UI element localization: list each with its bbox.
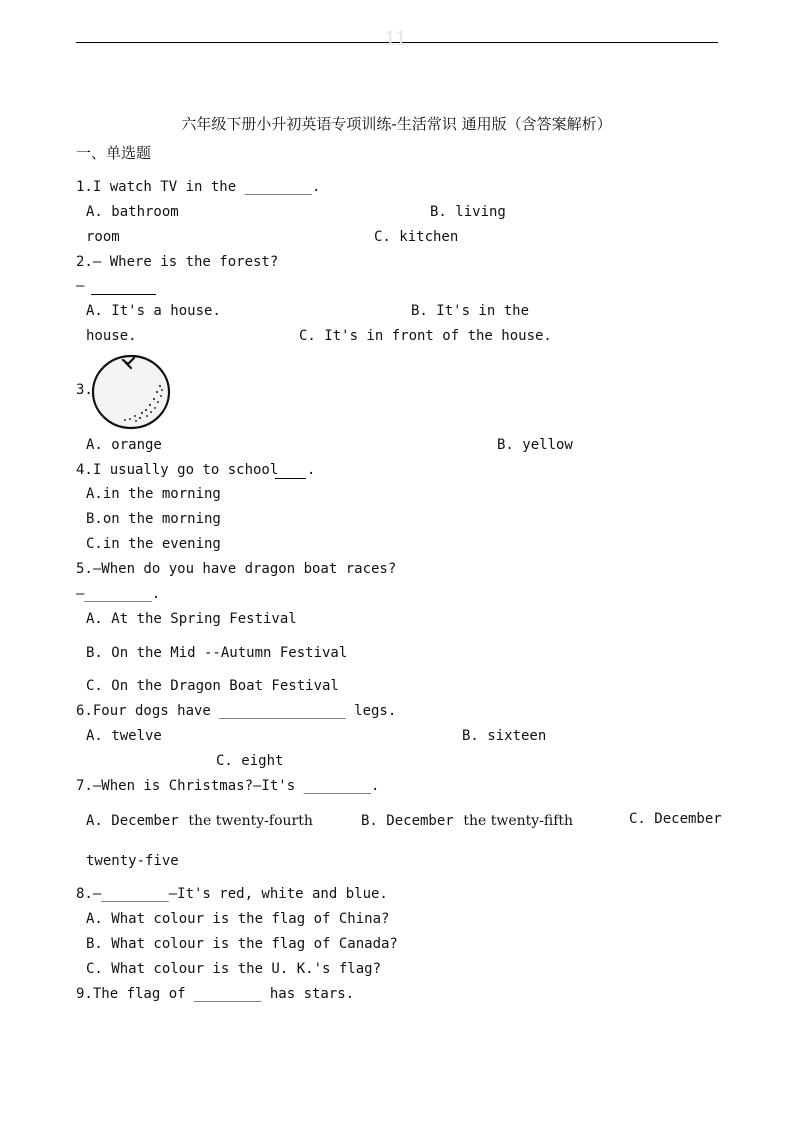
question-6-option-a[interactable]: A. twelve xyxy=(86,728,162,744)
question-8-option-a[interactable]: A. What colour is the flag of China? xyxy=(86,911,390,927)
question-3-option-a[interactable]: A. orange xyxy=(86,437,162,453)
question-2-option-a[interactable]: A. It's a house. xyxy=(86,303,221,319)
question-5-option-c[interactable]: C. On the Dragon Boat Festival xyxy=(86,678,339,694)
question-2-option-c[interactable]: C. It's in front of the house. xyxy=(299,328,552,344)
question-7-option-a-label: A. December xyxy=(86,813,179,829)
question-7-option-c-continued[interactable]: twenty-five xyxy=(86,853,179,869)
question-7-option-b[interactable] xyxy=(361,812,573,828)
question-4-answer-blank xyxy=(275,478,306,479)
question-1-option-a[interactable]: A. bathroom xyxy=(86,204,179,220)
page-title: 六年级下册小升初英语专项训练-生活常识 通用版（含答案解析） xyxy=(181,115,612,133)
question-6-option-b[interactable]: B. sixteen xyxy=(462,728,547,744)
question-2-answer-blank xyxy=(91,294,156,295)
question-9-stem: 9.The flag of ________ has stars. xyxy=(76,986,355,1002)
question-5-stem: 5.—When do you have dragon boat races? xyxy=(76,561,397,577)
question-8-option-c[interactable]: C. What colour is the U. K.'s flag? xyxy=(86,961,382,977)
question-5-option-b[interactable]: B. On the Mid --Autumn Festival xyxy=(86,645,348,661)
question-1-option-b-continued[interactable]: room xyxy=(86,229,120,245)
question-4-option-c[interactable]: C.in the evening xyxy=(86,536,221,552)
question-3-number: 3. xyxy=(76,382,93,398)
question-1-option-c[interactable]: C. kitchen xyxy=(374,229,459,245)
question-1-option-b[interactable]: B. living xyxy=(430,204,506,220)
question-8-stem: 8.—________—It's red, white and blue. xyxy=(76,886,388,902)
question-2-option-b[interactable]: B. It's in the xyxy=(411,303,530,319)
question-6-option-c[interactable]: C. eight xyxy=(216,753,284,769)
question-7-option-a[interactable] xyxy=(86,812,313,828)
question-2-reply-dash: — xyxy=(76,278,85,294)
question-7-option-b-label: B. December xyxy=(361,813,454,829)
question-5-option-a[interactable]: A. At the Spring Festival xyxy=(86,611,297,627)
question-8-option-b[interactable]: B. What colour is the flag of Canada? xyxy=(86,936,398,952)
question-1-stem: 1.I watch TV in the ________. xyxy=(76,179,321,195)
question-4-stem-end: . xyxy=(307,462,316,478)
orange-image xyxy=(90,352,172,430)
question-2-option-b-continued[interactable]: house. xyxy=(86,328,137,344)
question-4-option-a[interactable]: A.in the morning xyxy=(86,486,221,502)
question-3-option-b[interactable]: B. yellow xyxy=(497,437,573,453)
question-5-reply: —________. xyxy=(76,586,161,602)
question-7-option-c[interactable]: C. December xyxy=(629,811,722,827)
question-2-stem: 2.— Where is the forest? xyxy=(76,254,279,270)
header-watermark: 11 xyxy=(384,26,406,50)
question-7-option-a-text: the twenty-fourth xyxy=(188,813,313,829)
question-7-stem: 7.—When is Christmas?—It's ________. xyxy=(76,778,380,794)
question-4-stem: 4.I usually go to school xyxy=(76,462,279,478)
question-4-option-b[interactable]: B.on the morning xyxy=(86,511,221,527)
section-heading: 一、单选题 xyxy=(76,144,152,162)
question-6-stem: 6.Four dogs have _______________ legs. xyxy=(76,703,397,719)
question-7-option-b-text: the twenty-fifth xyxy=(463,813,574,829)
